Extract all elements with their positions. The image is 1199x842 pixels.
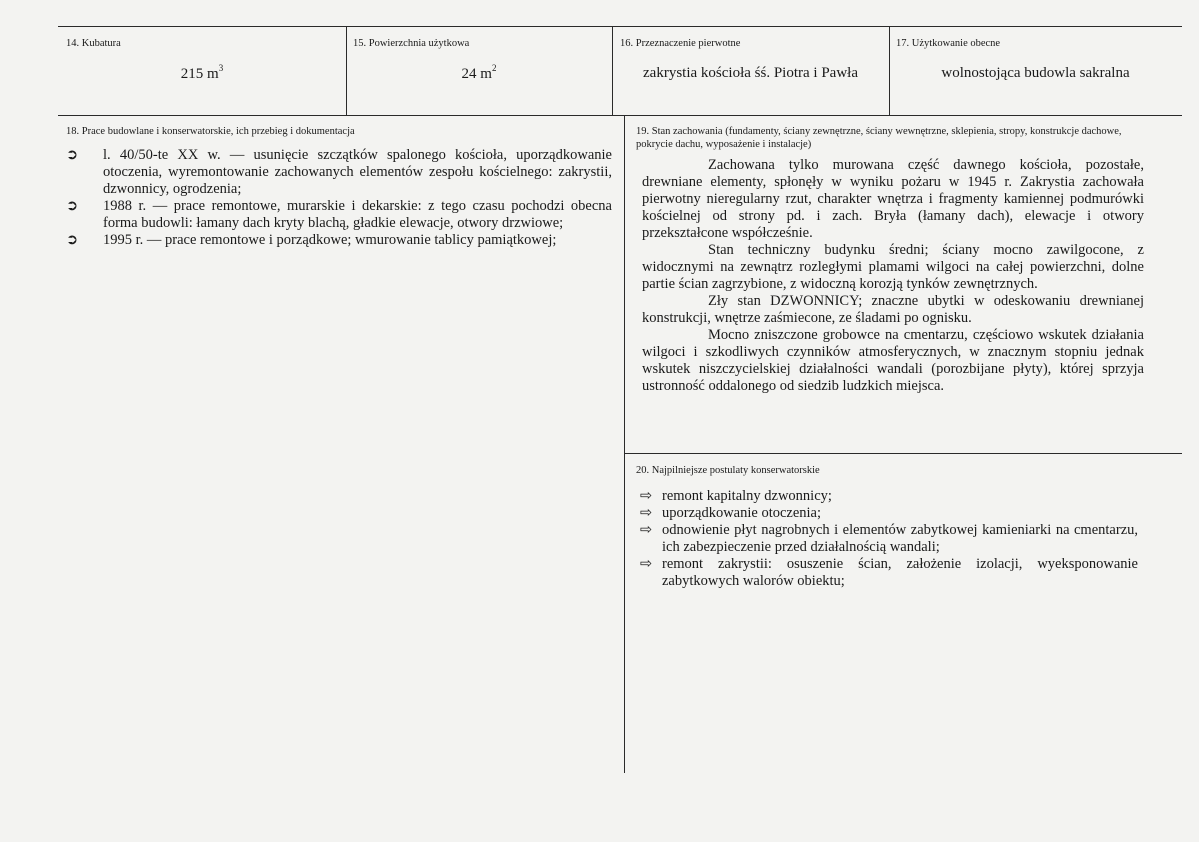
powierzchnia-label: 15. Powierzchnia użytkowa bbox=[353, 38, 470, 49]
postulat-text: remont kapitalny dzwonnicy; bbox=[662, 488, 832, 504]
list-item bbox=[640, 522, 1138, 556]
kubatura-value bbox=[58, 64, 346, 83]
kubatura-exponent: 3 bbox=[218, 63, 224, 73]
postulaty-list bbox=[640, 488, 1138, 590]
uzytkowanie-value: wolnostojąca budowla sakralna bbox=[941, 65, 1130, 81]
stan-paragraph: Zły stan DZWONNICY; znaczne ubytki w odeskowaniu drewnianej konstrukcji, wnętrze zaśmiecone, ze śladami po ognisku. bbox=[642, 293, 1144, 326]
stan-text bbox=[642, 157, 1144, 395]
stan-paragraph: Stan techniczny budynku średni; ściany mocno zawilgocone, z widocznymi na zewnątrz rozległymi plamami wilgoci na całej powierzchni, dolne partie ścian zagrzybione, z widoczną korozją tynków zewnętrznych. bbox=[642, 242, 1144, 292]
main-column-divider bbox=[624, 115, 625, 773]
postulaty-label: 20. Najpilniejsze postulaty konserwatorskie bbox=[636, 465, 820, 476]
powierzchnia-value bbox=[346, 64, 612, 83]
postulat-text: remont zakrystii: osuszenie ścian, założenie izolacji, wyeksponowanie zabytkowych walorów obiektu; bbox=[662, 556, 1138, 589]
powierzchnia-number: 24 m bbox=[461, 66, 492, 82]
list-item bbox=[640, 556, 1138, 590]
arrow-icon: ➲ bbox=[66, 198, 79, 214]
right-arrow-icon: ⇨ bbox=[640, 556, 653, 572]
prace-text: — prace remontowe i porządkowe; wmurowanie tablicy pamiątkowej; bbox=[143, 232, 557, 248]
list-item bbox=[640, 505, 1138, 522]
top-rule bbox=[58, 26, 1182, 27]
postulat-text: uporządkowanie otoczenia; bbox=[662, 505, 822, 521]
powierzchnia-exponent: 2 bbox=[491, 63, 497, 73]
arrow-icon: ➲ bbox=[66, 232, 79, 248]
list-item bbox=[66, 198, 612, 232]
list-item bbox=[640, 488, 1138, 505]
kubatura-label: 14. Kubatura bbox=[66, 38, 121, 49]
stan-paragraph: Zachowana tylko murowana część dawnego kościoła, pozostałe, drewniane elementy, spłonęły w wyniku pożaru w 1945 r. Zakrystia zachowała pierwotny nieregularny rzut, charakter wnętrza i fragmenty kamiennej podmurówki kościelnej od strony pd. i zach. Bryła (łamany dach), elewacje i otwory przekształcone współcześnie. bbox=[642, 157, 1144, 241]
section-19-20-rule bbox=[624, 453, 1182, 454]
prace-list bbox=[66, 147, 612, 249]
uzytkowanie-label: 17. Użytkowanie obecne bbox=[896, 38, 1001, 49]
right-arrow-icon: ⇨ bbox=[640, 488, 653, 504]
postulat-text: odnowienie płyt nagrobnych i elementów zabytkowej kamieniarki na cmentarzu, ich zabezpieczenie przed działalnością wandali; bbox=[662, 522, 1138, 555]
przeznaczenie-value: zakrystia kościoła śś. Piotra i Pawła bbox=[643, 65, 858, 81]
list-item bbox=[66, 147, 612, 198]
prace-date: l. 40/50-te XX w. bbox=[103, 147, 221, 163]
stan-paragraph: Mocno zniszczone grobowce na cmentarzu, częściowo wskutek działania wilgoci i szkodliwych czynników atmosferycznych, w znacznym stopniu jednak wskutek niszczycielskiej działalności wandali (porozbijane płyty), której sprzyja ustronność oddalonego od siedzib ludzkich miejsca. bbox=[642, 327, 1144, 394]
przeznaczenie-label: 16. Przeznaczenie pierwotne bbox=[620, 38, 741, 49]
kubatura-number: 215 m bbox=[180, 66, 219, 82]
row1-bottom-rule bbox=[58, 115, 1182, 116]
prace-label: 18. Prace budowlane i konserwatorskie, ich przebieg i dokumentacja bbox=[66, 126, 355, 137]
right-arrow-icon: ⇨ bbox=[640, 505, 653, 521]
right-arrow-icon: ⇨ bbox=[640, 522, 653, 538]
prace-date: 1995 r. bbox=[103, 232, 144, 248]
arrow-icon: ➲ bbox=[66, 147, 79, 163]
prace-text: — prace remontowe, murarskie i dekarskie: z tego czasu pochodzi obecna forma budowli: łamany dach kryty blachą, gładkie elewacje, otwory drzwiowe; bbox=[103, 198, 612, 231]
prace-text: — usunięcie szczątków spalonego kościoła, uporządkowanie otoczenia, wyremontowanie zachowanych elementów zespołu kościelnego: zakrystii, dzwonnicy, ogrodzenia; bbox=[103, 147, 612, 197]
stan-label: 19. Stan zachowania (fundamenty, ściany zewnętrzne, ściany wewnętrzne, sklepienia, stropy, konstrukcje dachowe, pokrycie dachu, wyposażenie i instalacje) bbox=[636, 126, 1122, 150]
prace-date: 1988 r. bbox=[103, 198, 147, 214]
list-item bbox=[66, 232, 612, 249]
